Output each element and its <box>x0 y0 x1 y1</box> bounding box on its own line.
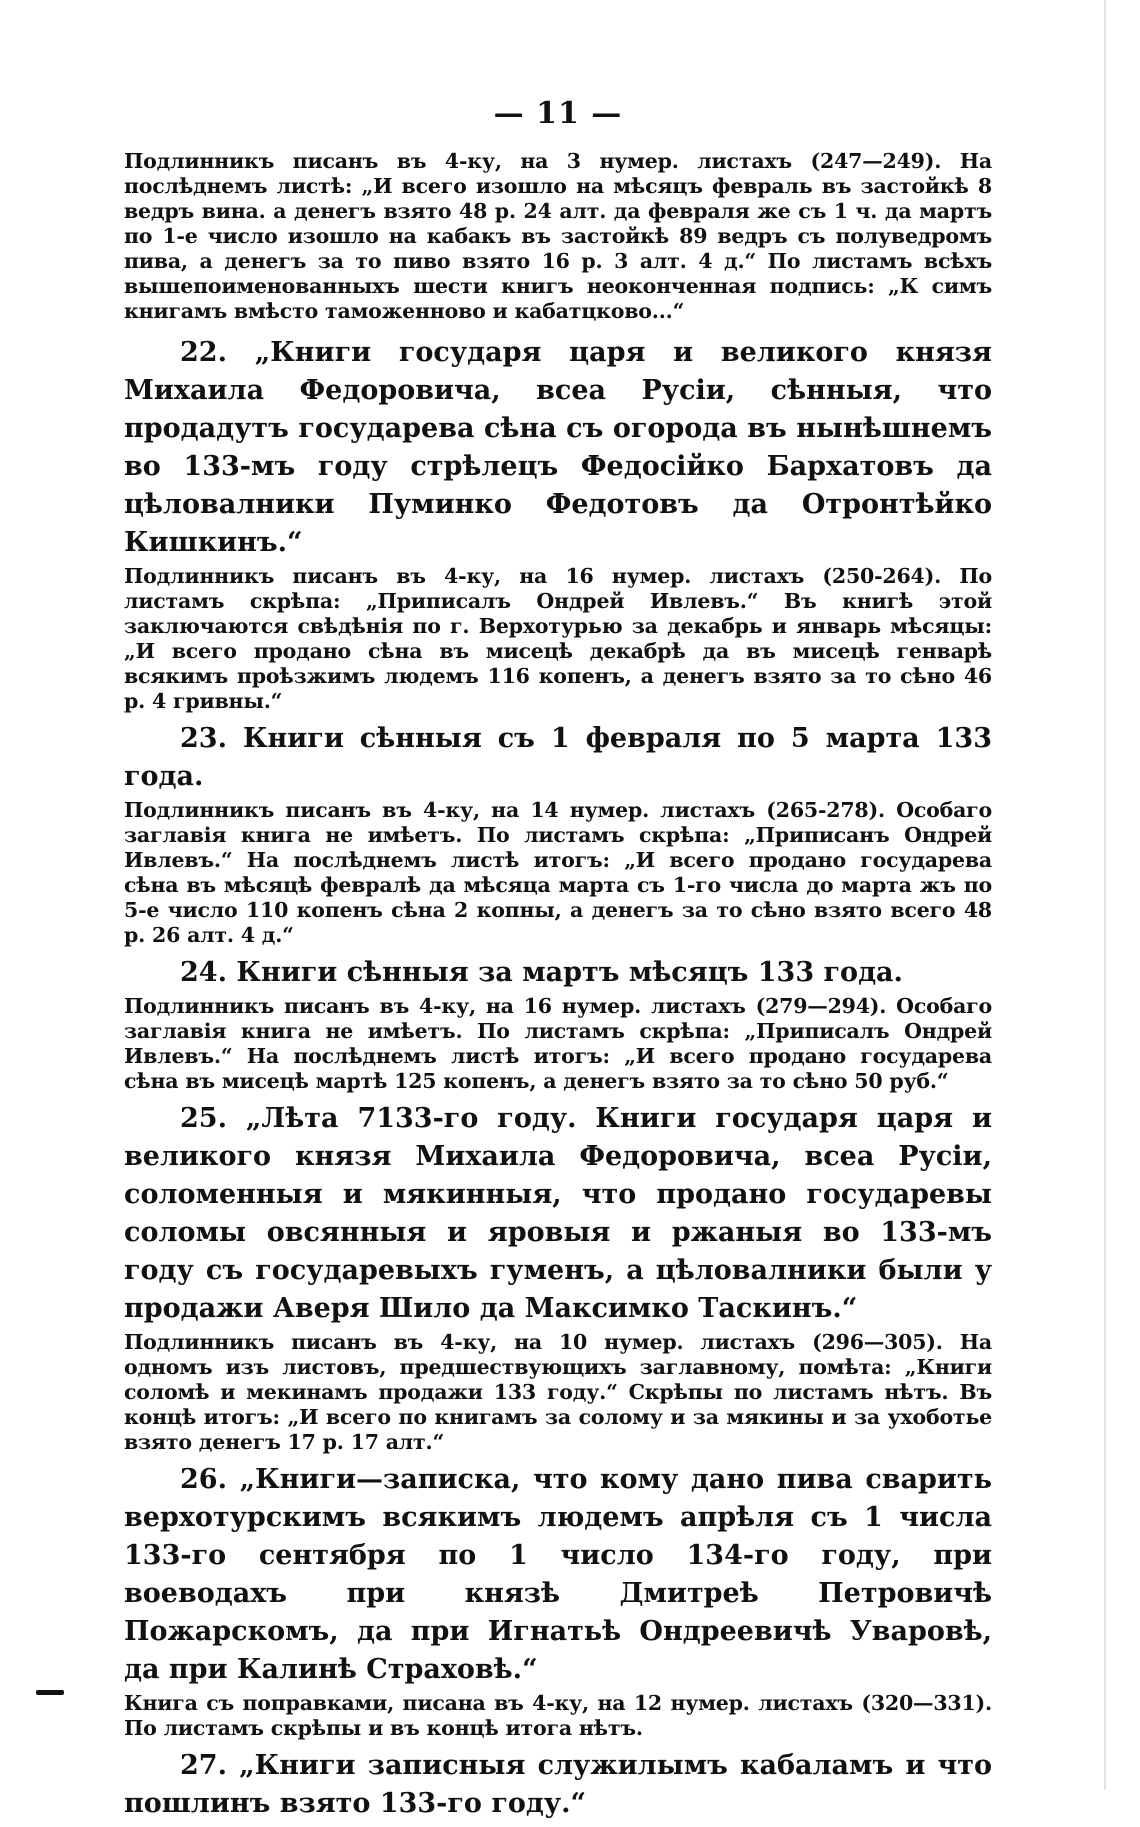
entry-title <box>124 334 992 562</box>
entry-number: 22. <box>180 337 227 368</box>
entry-number: 25. <box>180 1103 227 1134</box>
entry-note: Книга съ поправками, писана въ 4-ку, на 12 нумер. листахъ (320—331). По листамъ скрѣпы и въ концѣ итога нѣтъ. <box>124 1691 992 1740</box>
entry-title <box>124 954 992 992</box>
entry-23 <box>124 720 992 948</box>
entry-note: Подлинникъ писанъ въ 4-ку, на 10 нумер. листахъ (296—305). На одномъ изъ листовъ, предшествующихъ заглавному, помѣта: „Книги соломѣ и мекинамъ продажи 133 году.“ Скрѣпы по листамъ нѣтъ. Въ концѣ итогъ: „И всего по книгамъ за солому и за мякины и за ухоботье взято денегъ 17 р. 17 алт.“ <box>124 1330 992 1454</box>
intro-note: Подлинникъ писанъ въ 4-ку, на 3 нумер. листахъ (247—249). На послѣднемъ листѣ: „И всего изошло на мѣсяцъ февраль въ застойкѣ 8 ведръ вина. а денегъ взято 48 р. 24 алт. да февраля же съ 1 ч. да мартъ по 1-е число изошло на кабакъ въ застойкѣ 89 ведръ съ полуведромъ пива, а денегъ за то пиво взято 16 р. 3 алт. 4 д.“ По листамъ всѣхъ вышепоименованныхъ шести книгъ неоконченная подпись: „К симъ книгамъ вмѣсто таможенново и кабатцково...“ <box>124 149 992 323</box>
entry-note: Подлинникъ писанъ въ 4-ку, на 16 нумер. листахъ (279—294). Особаго заглавія книга не имѣетъ. По листамъ скрѣпа: „Приписалъ Ондрей Ивлевъ.“ На послѣднемъ листѣ итогъ: „И всего продано государева сѣна въ мисецѣ мартѣ 125 копенъ, а денегъ взято за то сѣно 50 руб.“ <box>124 994 992 1093</box>
entry-number: 26. <box>180 1464 227 1495</box>
entry-title <box>124 1100 992 1328</box>
page-edge-line <box>1104 0 1106 1790</box>
entry-title-text: „Книги—записка, что кому дано пива сварить верхотурскимъ всякимъ людемъ апрѣля съ 1 числа 133-го сентября по 1 число 134-го году, при воеводахъ при князѣ Дмитреѣ Петровичѣ Пожарскомъ, да при Игнатьѣ Ондреевичѣ Уваровѣ, да при Калинѣ Страховѣ.“ <box>124 1464 992 1685</box>
entry-note: Подлинникъ писанъ въ 4-ку, на 16 нумер. листахъ (250-264). По листамъ скрѣпа: „Приписалъ Ондрей Ивлевъ.“ Въ книгѣ этой заключаются свѣдѣнія по г. Верхотурью за декабрь и январь мѣсяцы: „И всего продано сѣна въ мисецѣ декабрѣ да въ мисецѣ генварѣ всякимъ проѣзжимъ людемъ 116 копенъ, а денегъ взято за то сѣно 46 р. 4 гривны.“ <box>124 564 992 713</box>
entry-26 <box>124 1461 992 1741</box>
document-page <box>124 96 992 1827</box>
margin-dash-mark <box>36 1690 64 1695</box>
entry-title-text: Книги сѣнныя съ 1 февраля по 5 марта 133 года. <box>124 723 992 792</box>
entry-22 <box>124 334 992 714</box>
entry-number: 27. <box>180 1750 227 1781</box>
entry-number: 23. <box>180 723 227 754</box>
entry-title-text: „Книги государя царя и великого князя Михаила Федоровича, всеа Русіи, сѣнныя, что продадутъ государева сѣна съ огорода въ нынѣшнемъ во 133-мъ году стрѣлецъ Федосійко Бархатовъ да цѣловалники Пуминко Федотовъ да Отронтѣйко Кишкинъ.“ <box>124 337 992 558</box>
entry-title <box>124 720 992 796</box>
entry-title-text: „Лѣта 7133-го году. Книги государя царя и великого князя Михаила Федоровича, всеа Русіи, соломенныя и мякинныя, что продано государевы соломы овсянныя и яровыя и ржаныя во 133-мъ году съ государевыхъ гуменъ, а цѣловалники были у продажи Аверя Шило да Максимко Таскинъ.“ <box>124 1103 992 1324</box>
entry-title-text: „Книги записныя служилымъ кабаламъ и что пошлинъ взято 133-го году.“ <box>124 1750 993 1819</box>
entry-24 <box>124 954 992 1094</box>
entry-25 <box>124 1100 992 1455</box>
page-number: — 11 — <box>493 96 623 131</box>
entry-number: 24. <box>180 957 227 988</box>
entry-title <box>124 1461 992 1689</box>
entry-title-text: Книги сѣнныя за мартъ мѣсяцъ 133 года. <box>236 957 903 988</box>
entry-note: Подлинникъ писанъ въ 4-ку, на 14 нумер. листахъ (265-278). Особаго заглавія книга не имѣетъ. По листамъ скрѣпа: „Приписанъ Ондрей Ивлевъ.“ На послѣднемъ листѣ итогъ: „И всего продано государева сѣна въ мѣсяцѣ февралѣ да мѣсяца марта съ 1-го числа до марта жъ по 5-е число 110 копенъ сѣна 2 копны, а денегъ за то сѣно взято всего 48 р. 26 алт. 4 д.“ <box>124 798 992 947</box>
entry-title <box>124 1747 992 1823</box>
entry-27 <box>124 1747 992 1823</box>
